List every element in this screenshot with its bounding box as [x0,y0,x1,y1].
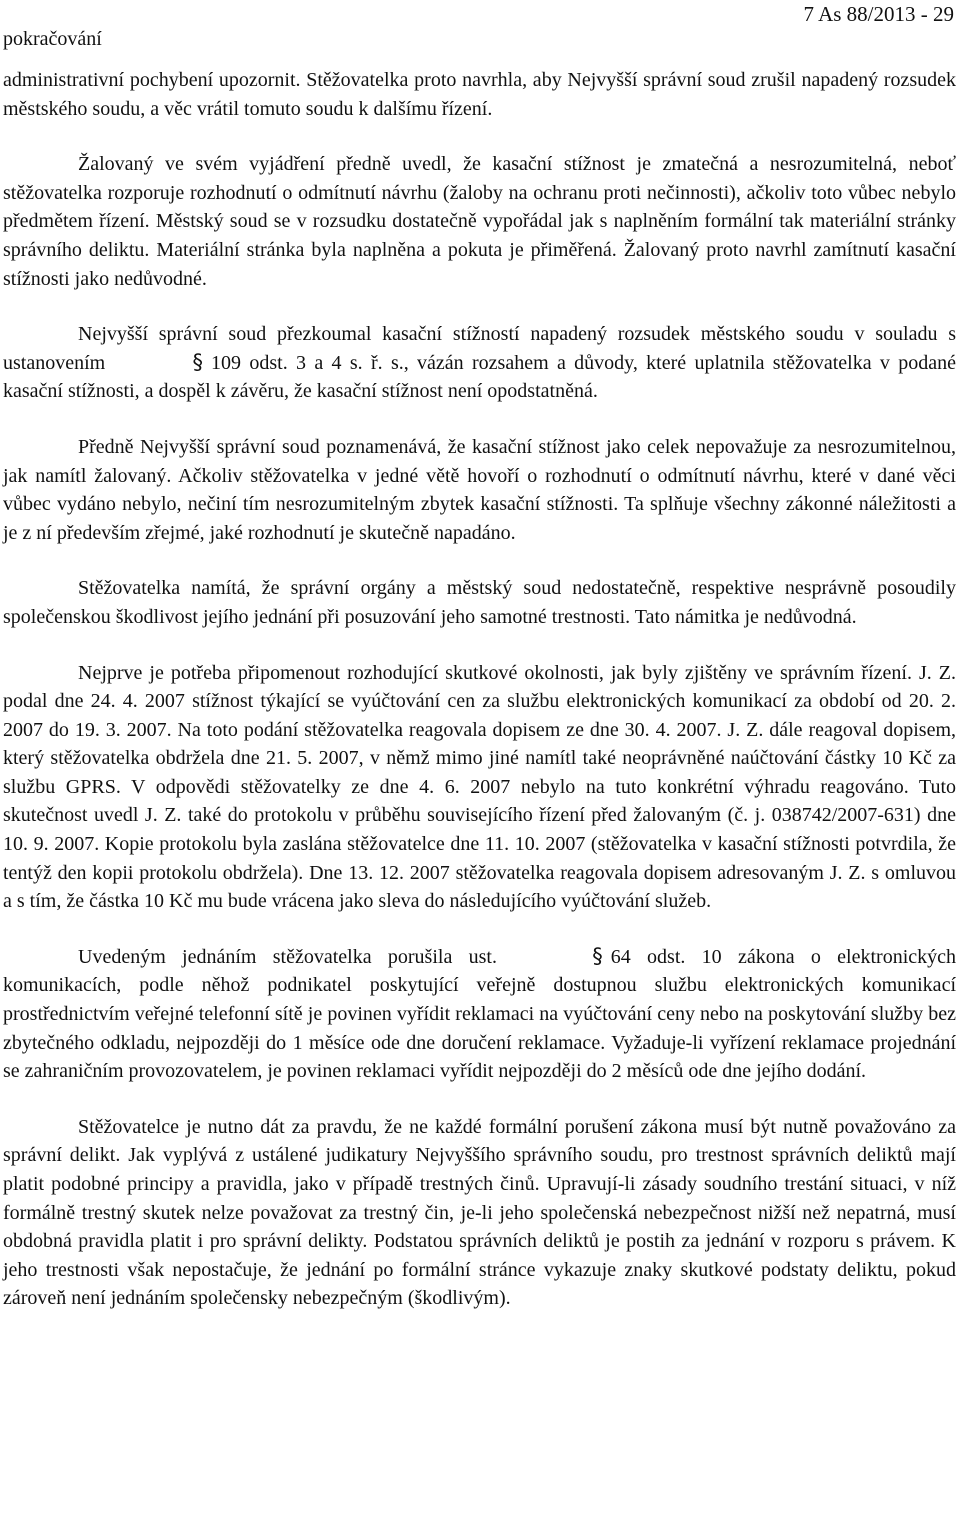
paragraph-court-review-before: Nejvyšší správní soud přezkoumal kasační stížností napadený rozsudek městského soudu v souladu s ustanovením [3,323,956,374]
paragraph-defendant-statement: Žalovaný ve svém vyjádření předně uvedl, že kasační stížnost je zmatečná a nesrozumitelná, neboť stěžovatelka rozporuje rozhodnutí o odmítnutí návrhu (žaloby na ochranu proti nečinnosti), ačkoliv toto vůbec nebylo předmětem řízení. Městský soud se v rozsudku dostatečně vypořádal jak s naplněním formální tak materiální stránky správního deliktu. Materiální stránka byla naplněna a pokuta je přiměřená. Žalovaný proto navrhl zamítnutí kasační stížnosti jako nedůvodné. [3,153,956,290]
paragraph-violation-before: Uvedeným jednáním stěžovatelka porušila ust. [78,945,497,968]
section-sign: § [592,943,603,968]
document-page [3,0,956,1313]
document-body [3,66,956,1313]
continuation-label: pokračování [3,28,102,50]
paragraph-continuation: administrativní pochybení upozornit. Stěžovatelka proto navrhla, aby Nejvyšší správní soud zrušil napadený rozsudek městského soudu, a věc vrátil tomuto soudu k dalšímu řízení. [3,69,956,120]
paragraph-violation-after: 64 odst. 10 zákona o elektronických komunikacích, podle něhož podnikatel poskytující veřejně dostupnou službu elektronických komunikací prostřednictvím veřejné telefonní sítě je povinen vyřídit reklamaci na vyúčtování ceny nebo na poskytování služby bez zbytečného odkladu, nejpozději do 1 měsíce ode dne doručení reklamace. Vyžaduje-li vyřízení reklamace projednání se zahraničním provozovatelem, je povinen reklamaci vyřídit nejpozději do 2 měsíců ode dne jejího dodání. [3,945,957,1083]
page-header [3,0,956,66]
case-number: 7 As 88/2013 - 29 [803,2,954,26]
paragraph-facts: Nejprve je potřeba připomenout rozhodující skutkové okolnosti, jak byly zjištěny ve správním řízení. J. Z. podal dne 24. 4. 2007 stížnost týkající se vyúčtování cen za službu elektronických komunikací za období od 20. 2. 2007 do 19. 3. 2007. Na toto podání stěžovatelka reagovala dopisem ze dne 30. 4. 2007. J. Z. dále reagoval dopisem, který stěžovatelka obdržela dne 21. 5. 2007, v němž mimo jiné namítl také neoprávněné naúčtování částky 10 Kč za službu GPRS. V odpovědi stěžovatelky ze dne 4. 6. 2007 nebylo na tuto konkrétní výhradu reagováno. Tuto skutečnost uvedl J. Z. také do protokolu v průběhu souvisejícího řízení před žalovaným (č. j. 038742/2007-631) dne 10. 9. 2007. Kopie protokolu byla zaslána stěžovatelce dne 11. 10. 2007 (stěžovatelka v kasační stížnosti potvrdila, že tentýž den kopii protokolu obdržela). Dne 13. 12. 2007 stěžovatelka reagovala dopisem adresovaným J. Z. s omluvou a s tím, že částka 10 Kč mu bude vrácena jako sleva do následujícího vyúčtování služeb. [3,661,956,913]
paragraph-court-review-after: 109 odst. 3 a 4 s. ř. s., vázán rozsahem a důvody, které uplatnila stěžovatelka v podané kasační stížnosti, a dospěl k závěru, že kasační stížnost není opodstatněná. [3,351,957,403]
paragraph-case-law: Stěžovatelce je nutno dát za pravdu, že ne každé formální porušení zákona musí být nutně považováno za správní delikt. Jak vyplývá z ustálené judikatury Nejvyššího správního soudu, pro trestnost správních deliktů mají platit podobné principy a pravidla, jako v případě trestných činů. Upravují-li zásady soudního trestání situaci, v níž formálně trestný skutek nelze považovat za trestný čin, je-li jeho společenská nebezpečnost nižší než nepatrná, musí obdobná pravidla platit i pro správní delikty. Podstatou správních deliktů je postih za jednání v rozporu s právem. K jeho trestnosti však nepostačuje, že jednání po formální stránce vykazuje znaky skutkové podstaty deliktu, pokud zároveň není jednáním společensky nebezpečným (škodlivým). [3,1115,956,1310]
section-sign: § [192,349,204,374]
paragraph-comprehensibility: Předně Nejvyšší správní soud poznamenává, že kasační stížnost jako celek nepovažuje za nesrozumitelnou, jak namítl žalovaný. Ačkoliv stěžovatelka v jedné větě hovoří o rozhodnutí o odmítnutí návrhu, které v dané věci vůbec vydáno nebylo, nečiní tím nesrozumitelným zbytek kasační stížnosti. Ta splňuje všechny zákonné náležitosti a je z ní především zřejmé, jaké rozhodnutí je skutečně napadáno. [3,435,956,544]
paragraph-objection: Stěžovatelka namítá, že správní orgány a městský soud nedostatečně, respektive nesprávně posoudily společenskou škodlivost jejího jednání při posuzování jeho samotné trestnosti. Tato námitka je nedůvodná. [3,577,956,628]
paragraph-court-review [3,320,956,406]
paragraph-violation [3,943,956,1086]
